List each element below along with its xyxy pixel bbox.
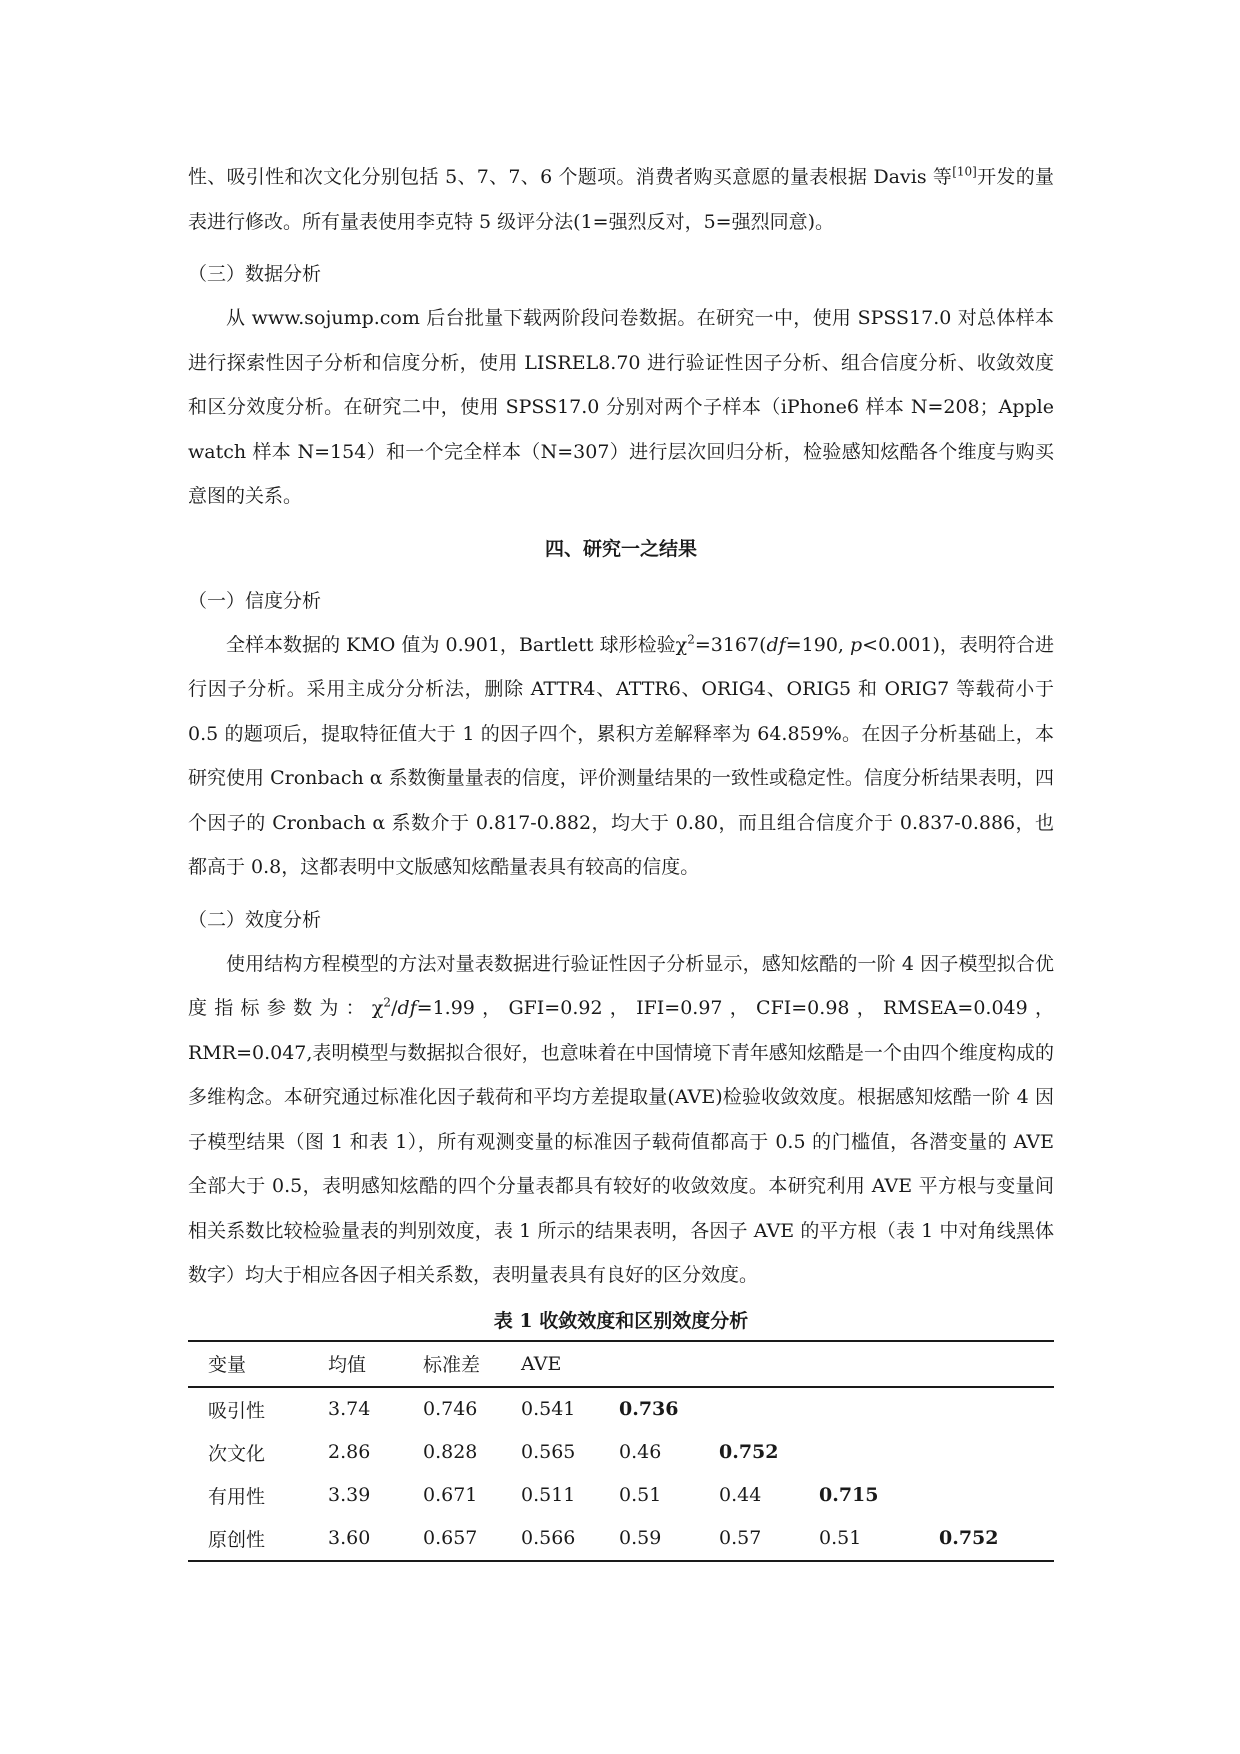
cell: 0.566: [521, 1527, 576, 1549]
text: =190,: [785, 633, 850, 656]
text: 性、吸引性和次文化分别包括 5、7、7、6 个题项。消费者购买意愿的量表根据 Davis 等: [188, 166, 953, 188]
cell-diagonal: [819, 1474, 939, 1517]
header-cell: AVE: [521, 1352, 562, 1375]
cell: [819, 1387, 939, 1431]
cell: 3.74: [328, 1398, 371, 1420]
text: 全样本数据的 KMO 值为 0.901，Bartlett 球形检验χ: [226, 633, 688, 656]
cell: [939, 1474, 1054, 1517]
table-header-row: [188, 1341, 1054, 1387]
cell: 0.511: [521, 1484, 576, 1506]
validity-table: [188, 1340, 1054, 1562]
subsection-heading-validity: （二）效度分析: [188, 908, 322, 931]
cell-variable: 吸引性: [208, 1399, 266, 1422]
cell: 0.46: [619, 1441, 662, 1463]
cell-diagonal: [719, 1431, 819, 1474]
table-row: [188, 1387, 1054, 1431]
cell-variable: 有用性: [208, 1485, 266, 1508]
cell: 0.746: [423, 1398, 478, 1420]
cell: 3.60: [328, 1527, 371, 1549]
subsection-heading-reliability: （一）信度分析: [188, 589, 322, 612]
cell: 0.51: [819, 1527, 862, 1549]
diagonal-value: 0.715: [819, 1484, 879, 1506]
cell: 0.51: [619, 1484, 662, 1506]
header-cell: [619, 1341, 719, 1387]
text: /: [391, 997, 398, 1019]
cell: 0.57: [719, 1527, 762, 1549]
superscript: 2: [383, 995, 392, 1010]
cell: 2.86: [328, 1441, 371, 1463]
superscript: 2: [687, 632, 695, 647]
cell: [939, 1431, 1054, 1474]
cell: 0.657: [423, 1527, 478, 1549]
cell: [719, 1387, 819, 1431]
cell: 0.541: [521, 1398, 576, 1420]
table-row: [188, 1431, 1054, 1474]
header-cell: [819, 1341, 939, 1387]
cell-diagonal: [939, 1517, 1054, 1561]
cell-variable: 次文化: [208, 1442, 266, 1465]
diagonal-value: 0.736: [619, 1398, 679, 1420]
header-cell: 变量: [208, 1354, 247, 1376]
cell: 0.565: [521, 1441, 576, 1463]
header-cell: 均值: [328, 1354, 367, 1376]
paragraph-scale-items: [188, 155, 1054, 244]
cell: 0.828: [423, 1441, 478, 1463]
diagonal-value: 0.752: [719, 1441, 779, 1463]
italic-p: p: [850, 633, 863, 656]
text: <0.001)，表明符合进行因子分析。采用主成分分析法，删除 ATTR4、ATTR6、ORIG4、ORIG5 和 ORIG7 等载荷小于 0.5 的题项后，提取特征值大于 1 的因子四个，累积方差解释率为 64.859%。在因子分析基础上，本研究使用 Cronbach α 系数衡量量表的信度，评价测量结果的一致性或稳定性。信度分析结果表明，四个因子的 Cronbach α 系数介于 0.817-0.882，均大于 0.80，而且组合信度介于 0.837-0.886，也都高于 0.8，这都表明中文版感知炫酷量表具有较高的信度。: [188, 633, 1054, 878]
header-cell: [939, 1341, 1054, 1387]
paragraph-validity: [188, 942, 1054, 1298]
diagonal-value: 0.752: [939, 1527, 999, 1549]
cell: 0.671: [423, 1484, 478, 1506]
italic-df: df: [766, 633, 786, 656]
citation-ref: [10]: [952, 164, 977, 179]
subsection-heading-data-analysis: （三）数据分析: [188, 263, 322, 285]
header-cell: 标准差: [423, 1354, 481, 1376]
cell: [819, 1431, 939, 1474]
paper-body: [188, 155, 1054, 1562]
text: =3167(: [694, 633, 767, 656]
table-row: [188, 1517, 1054, 1561]
cell: 3.39: [328, 1484, 371, 1506]
text: =1.99，GFI=0.92，IFI=0.97，CFI=0.98，RMSEA=0.049，RMR=0.047,表明模型与数据拟合很好，也意味着在中国情境下青年感知炫酷是一个由四个维度构成的多维构念。本研究通过标准化因子载荷和平均方差提取量(AVE)检验收敛效度。根据感知炫酷一阶 4 因子模型结果（图 1 和表 1），所有观测变量的标准因子载荷值都高于 0.5 的门槛值，各潜变量的 AVE 全部大于 0.5，表明感知炫酷的四个分量表都具有较好的收敛效度。本研究利用 AVE 平方根与变量间相关系数比较检验量表的判别效度，表 1 所示的结果表明，各因子 AVE 的平方根（表 1 中对角线黑体数字）均大于相应各因子相关系数，表明量表具有良好的区分效度。: [188, 997, 1054, 1286]
italic-df: df: [397, 997, 417, 1019]
text: 开发的量表进行修改。所有量表使用李克特 5 级评分法(1=强烈反对，5=强烈同意)。: [188, 166, 1054, 233]
cell: 0.44: [719, 1484, 762, 1506]
cell: [939, 1387, 1054, 1431]
section-heading-study1-results: 四、研究一之结果: [544, 537, 697, 560]
paragraph-reliability: [188, 623, 1054, 890]
header-cell: [719, 1341, 819, 1387]
text: 使用结构方程模型的方法对量表数据进行验证性因子分析显示，感知炫酷的一阶 4 因子模型拟合优度指标参数为：χ: [188, 952, 1054, 1019]
cell-variable: 原创性: [208, 1528, 266, 1551]
paragraph-data-analysis: 从 www.sojump.com 后台批量下载两阶段问卷数据。在研究一中，使用 SPSS17.0 对总体样本进行探索性因子分析和信度分析，使用 LISREL8.70 进行验证性因子分析、组合信度分析、收敛效度和区分效度分析。在研究二中，使用 SPSS17.0 分别对两个子样本（iPhone6 样本 N=208；Apple watch 样本 N=154）和一个完全样本（N=307）进行层次回归分析，检验感知炫酷各个维度与购买意图的关系。: [188, 307, 1054, 507]
table-caption: 表 1 收敛效度和区别效度分析: [493, 1309, 749, 1332]
cell-diagonal: [619, 1387, 719, 1431]
cell: 0.59: [619, 1527, 662, 1549]
table-row: [188, 1474, 1054, 1517]
